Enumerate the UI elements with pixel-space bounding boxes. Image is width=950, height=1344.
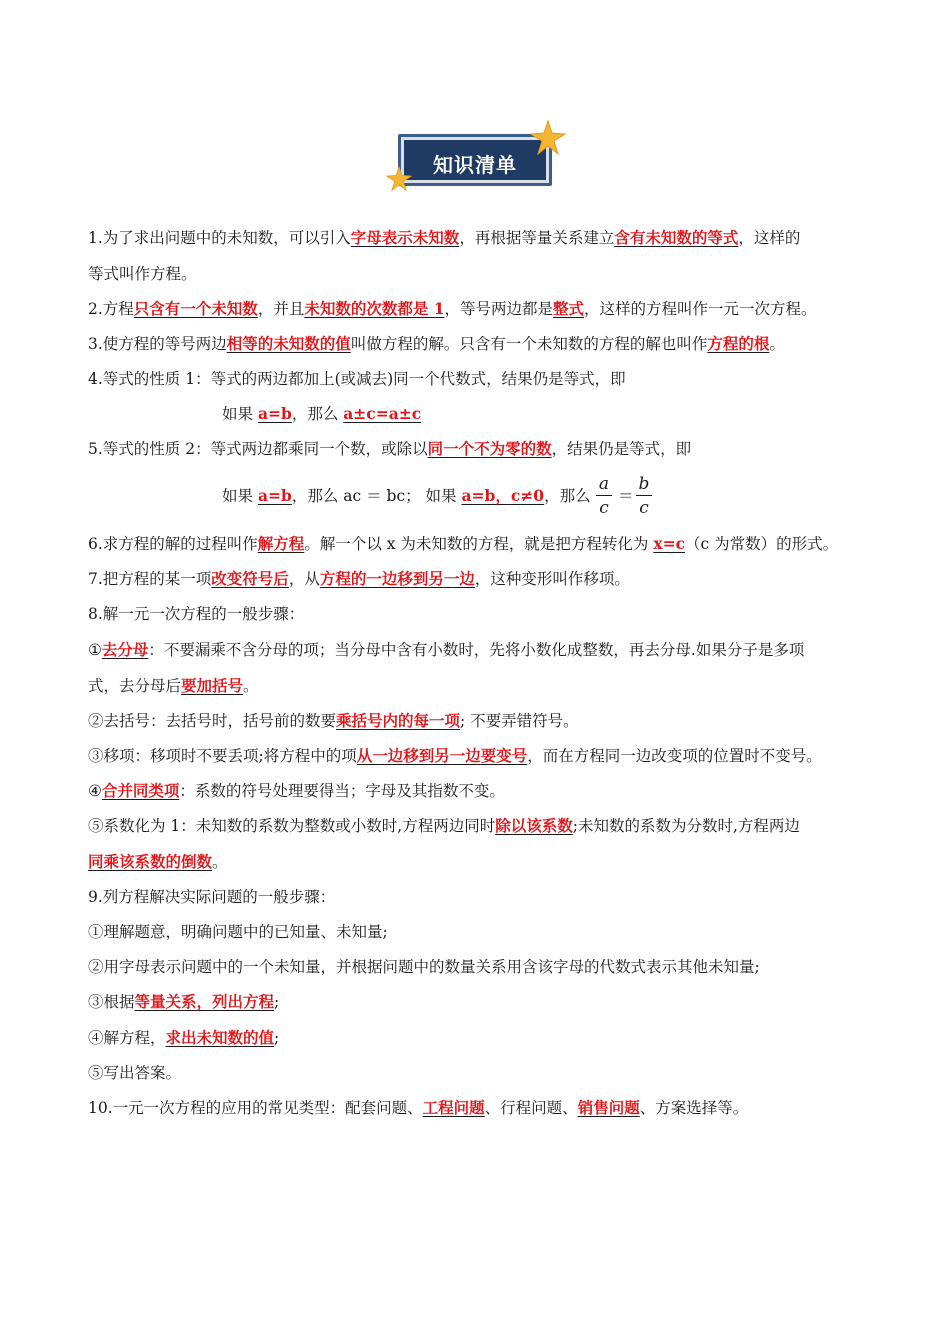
item-8-step-3 [88,746,822,766]
fraction-denominator: c [599,498,609,518]
keyword: 字母表示未知数 [350,228,460,247]
text: ，结果仍是等式，即 [551,440,692,458]
item-6 [88,534,838,554]
text: ：不要漏乘不含分母的项；当分母中含有小数时，先将小数化成整数，再去分母.如果分子是多项 [148,641,805,659]
keyword: 除以该系数 [495,816,573,835]
keyword: a=b [257,486,292,505]
text: 、行程问题、 [484,1099,578,1117]
badge-title: 知识清单 [433,153,517,177]
item-9-step-3 [88,992,279,1012]
item-9-step-4 [88,1028,279,1048]
text: ③移项：移项时不要丢项;将方程中的项 [88,747,357,765]
text: ④解方程， [88,1029,166,1047]
keyword: a=b，c≠0 [461,486,545,505]
text: 10.一元一次方程的应用的常见类型：配套问题、 [88,1099,423,1117]
keyword: 整式 [553,299,585,318]
item-4-formula [222,404,421,424]
item-4: 4.等式的性质 1：等式的两边都加上(或减去)同一个代数式，结果仍是等式，即 [88,370,626,388]
text: ③根据 [88,993,135,1011]
fraction-numerator: b [638,474,650,494]
text: ②去括号：去括号时，括号前的数要 [88,712,337,730]
keyword: 去分母 [101,640,149,659]
keyword: 含有未知数的等式 [614,228,739,247]
item-10 [88,1098,748,1118]
keyword: 只含有一个未知数 [133,299,258,318]
item-8-step-5-cont [88,852,228,872]
text: （c 为常数）的形式。 [685,535,839,553]
keyword: x=c [653,534,686,553]
text: ，那么 ac ＝ bc； 如果 [291,487,462,505]
text: 6.求方程的解的过程叫作 [88,535,258,553]
text: 2.方程 [88,300,134,318]
text: 1.为了求出问题中的未知数，可以引入 [88,229,351,247]
text: ，这种变形叫作移项。 [474,570,630,588]
text: ，并且 [257,300,305,318]
fraction-numerator: a [598,474,610,494]
text: ，再根据等量关系建立 [459,229,615,247]
keyword: 改变符号后 [211,569,289,588]
item-5 [88,439,691,459]
text: ; [274,1029,280,1047]
text: 5.等式的性质 2：等式两边都乘同一个数，或除以 [88,440,428,458]
item-8-step-4 [88,781,505,801]
keyword: a±c=a±c [343,404,422,423]
text: 3.使方程的等号两边 [88,335,227,353]
keyword: 要加括号 [181,676,244,695]
fraction-bar [636,495,652,496]
fraction-denominator: c [639,498,649,518]
keyword: 乘括号内的每一项 [336,711,461,730]
text: ;未知数的系数为分数时,方程两边 [572,817,800,835]
keyword: 销售问题 [577,1098,640,1117]
item-1 [88,228,800,248]
text: ，等号两边都是 [444,300,554,318]
item-9-step-5: ⑤写出答案。 [88,1064,182,1082]
item-1-cont: 等式叫作方程。 [88,265,197,283]
fraction-bar [596,495,612,496]
text: 、方案选择等。 [639,1099,749,1117]
section-badge [398,134,552,186]
text: 。 [212,853,228,871]
item-9-step-1: ①理解题意，明确问题中的已知量、未知量; [88,923,388,941]
equals-sign: ＝ [618,487,634,505]
text: ① [88,641,102,659]
item-8-step-5 [88,816,800,836]
item-3 [88,334,785,354]
item-8-step-2 [88,711,579,731]
text: ; 不要弄错符号。 [460,712,579,730]
text: ，这样的 [738,229,801,247]
text: ，而在方程同一边改变项的位置时不变号。 [527,747,822,765]
keyword: 方程的一边移到另一边 [319,569,475,588]
star-icon [530,120,566,156]
text: ④ [88,782,102,800]
text: 。解一个以 x 为未知数的方程，就是把方程转化为 [304,535,654,553]
item-9-step-2: ②用字母表示问题中的一个未知量，并根据问题中的数量关系用含该字母的代数式表示其他未知量; [88,958,760,976]
item-2 [88,299,817,319]
text: ：系数的符号处理要得当；字母及其指数不变。 [179,782,505,800]
keyword: 同乘该系数的倒数 [88,852,213,871]
text: ⑤系数化为 1：未知数的系数为整数或小数时,方程两边同时 [88,817,496,835]
keyword: 合并同类项 [101,781,180,800]
text: 7.把方程的某一项 [88,570,212,588]
text: ，这样的方程叫作一元一次方程。 [584,300,817,318]
text: 。 [243,677,259,695]
keyword: 相等的未知数的值 [226,334,351,353]
keyword: 求出未知数的值 [165,1028,275,1047]
keyword: 工程问题 [422,1098,485,1117]
keyword: a=b [257,404,292,423]
keyword: 未知数的次数都是 1 [304,299,445,318]
item-9: 9.列方程解决实际问题的一般步骤： [88,888,336,906]
text: ，那么 [291,405,344,423]
item-8-step-1 [88,640,804,660]
item-7 [88,569,630,589]
text: 如果 [222,405,258,423]
keyword: 等量关系，列出方程 [134,992,275,1011]
star-icon [386,166,412,192]
text: 式，去分母后 [88,677,182,695]
keyword: 方程的根 [707,334,770,353]
text: ; [274,993,280,1011]
item-8-step-1-cont [88,676,259,696]
item-5-formula [222,486,591,506]
text: ，从 [288,570,320,588]
text: 叫做方程的解。只含有一个未知数的方程的解也叫作 [350,335,708,353]
keyword: 同一个不为零的数 [427,439,552,458]
item-8: 8.解一元一次方程的一般步骤： [88,605,305,623]
keyword: 解方程 [257,534,305,553]
text: 。 [769,335,785,353]
keyword: 从一边移到另一边要变号 [356,746,528,765]
text: 如果 [222,487,258,505]
text: ，那么 [544,487,591,505]
